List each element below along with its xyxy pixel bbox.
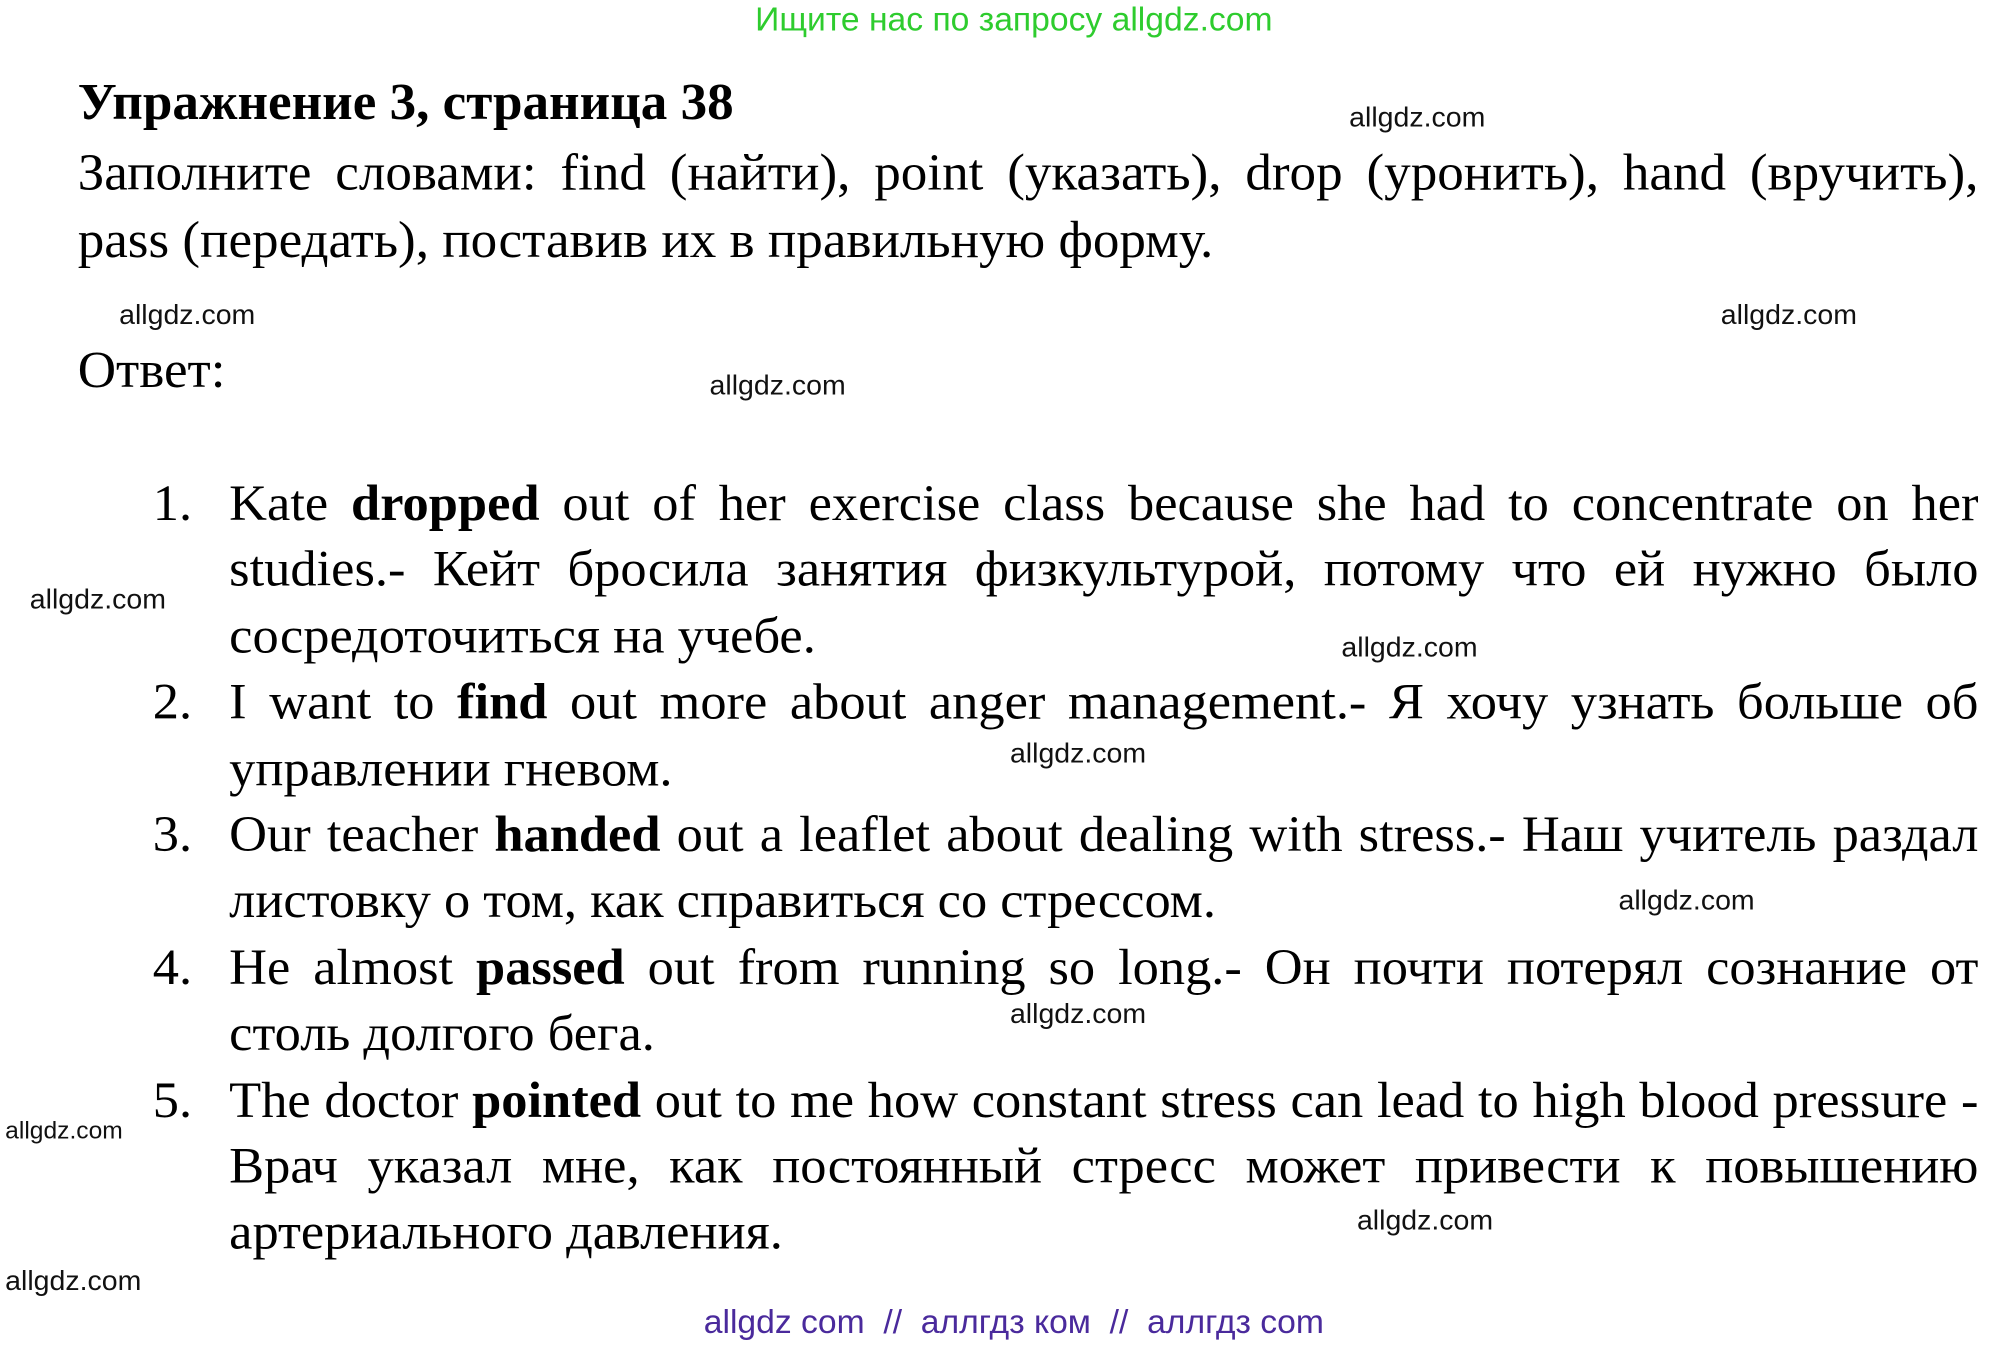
watermark: allgdz.com — [1618, 884, 1755, 916]
item-number: 4. — [152, 938, 193, 996]
watermark: allgdz.com — [29, 583, 166, 615]
watermark: allgdz.com — [119, 298, 256, 331]
item-text-after: out of her exercise class because she had to concentrate on her studies.- Кейт бросила занятия физкультурой, потому что ей нужно было сосредоточиться на учебе. — [229, 474, 1979, 664]
watermark: allgdz.com — [1356, 1204, 1494, 1236]
watermark: allgdz.com — [709, 369, 846, 401]
item-number: 5. — [152, 1070, 193, 1128]
item-answer-word: passed — [476, 938, 625, 996]
item-text-before: Kate — [229, 474, 352, 532]
item-answer-word: find — [457, 673, 548, 731]
footer-links[interactable]: allgdz com // аллгдз ком // аллгдз com — [703, 1302, 1324, 1341]
item-text-before: He almost — [229, 938, 477, 996]
item-number: 3. — [152, 805, 193, 863]
watermark: allgdz.com — [1009, 737, 1147, 769]
watermark: allgdz.com — [1349, 101, 1486, 133]
item-text-after: out to me how constant stress can lead to high blood pressure - Врач указал мне, как постоянный стресс может привести к повышению артериального давления. — [229, 1070, 1979, 1261]
item-text-before: I want to — [229, 673, 458, 731]
item-text-after: out a leaflet about dealing with stress.- Наш учитель раздал листовку о том, как справиться со стрессом. — [229, 805, 1979, 929]
answer-label: Ответ: — [77, 340, 226, 399]
item-number: 1. — [152, 474, 193, 532]
exercise-instruction: Заполните словами: find (найти), point (указать), drop (уронить), hand (вручить), pass (передать), поставив их в правильную форму. — [77, 142, 1979, 269]
item-text-before: Our teacher — [229, 805, 495, 863]
item-text-before: The doctor — [229, 1070, 473, 1128]
answer-list — [153, 471, 1979, 1266]
exercise-title: Упражнение 3, страница 38 — [77, 72, 734, 131]
watermark: allgdz.com — [1720, 298, 1857, 331]
item-number: 2. — [152, 673, 193, 731]
item-text-after: out from running so long.- Он почти потерял сознание от столь долгого бега. — [229, 938, 1979, 1062]
item-answer-word: dropped — [351, 474, 540, 532]
watermark: allgdz.com — [5, 1118, 123, 1145]
answer-item — [153, 669, 1979, 802]
item-answer-word: pointed — [472, 1070, 642, 1128]
watermark: allgdz.com — [1009, 997, 1147, 1030]
item-text-after: out more about anger management.- Я хочу узнать больше об управлении гневом. — [229, 673, 1979, 797]
answer-item — [153, 1067, 1979, 1266]
item-answer-word: handed — [494, 805, 661, 863]
answer-item — [153, 471, 1979, 670]
search-hint-link[interactable]: Ищите нас по запросу allgdz.com — [755, 0, 1273, 38]
watermark: allgdz.com — [5, 1264, 142, 1297]
watermark: allgdz.com — [1341, 631, 1478, 663]
